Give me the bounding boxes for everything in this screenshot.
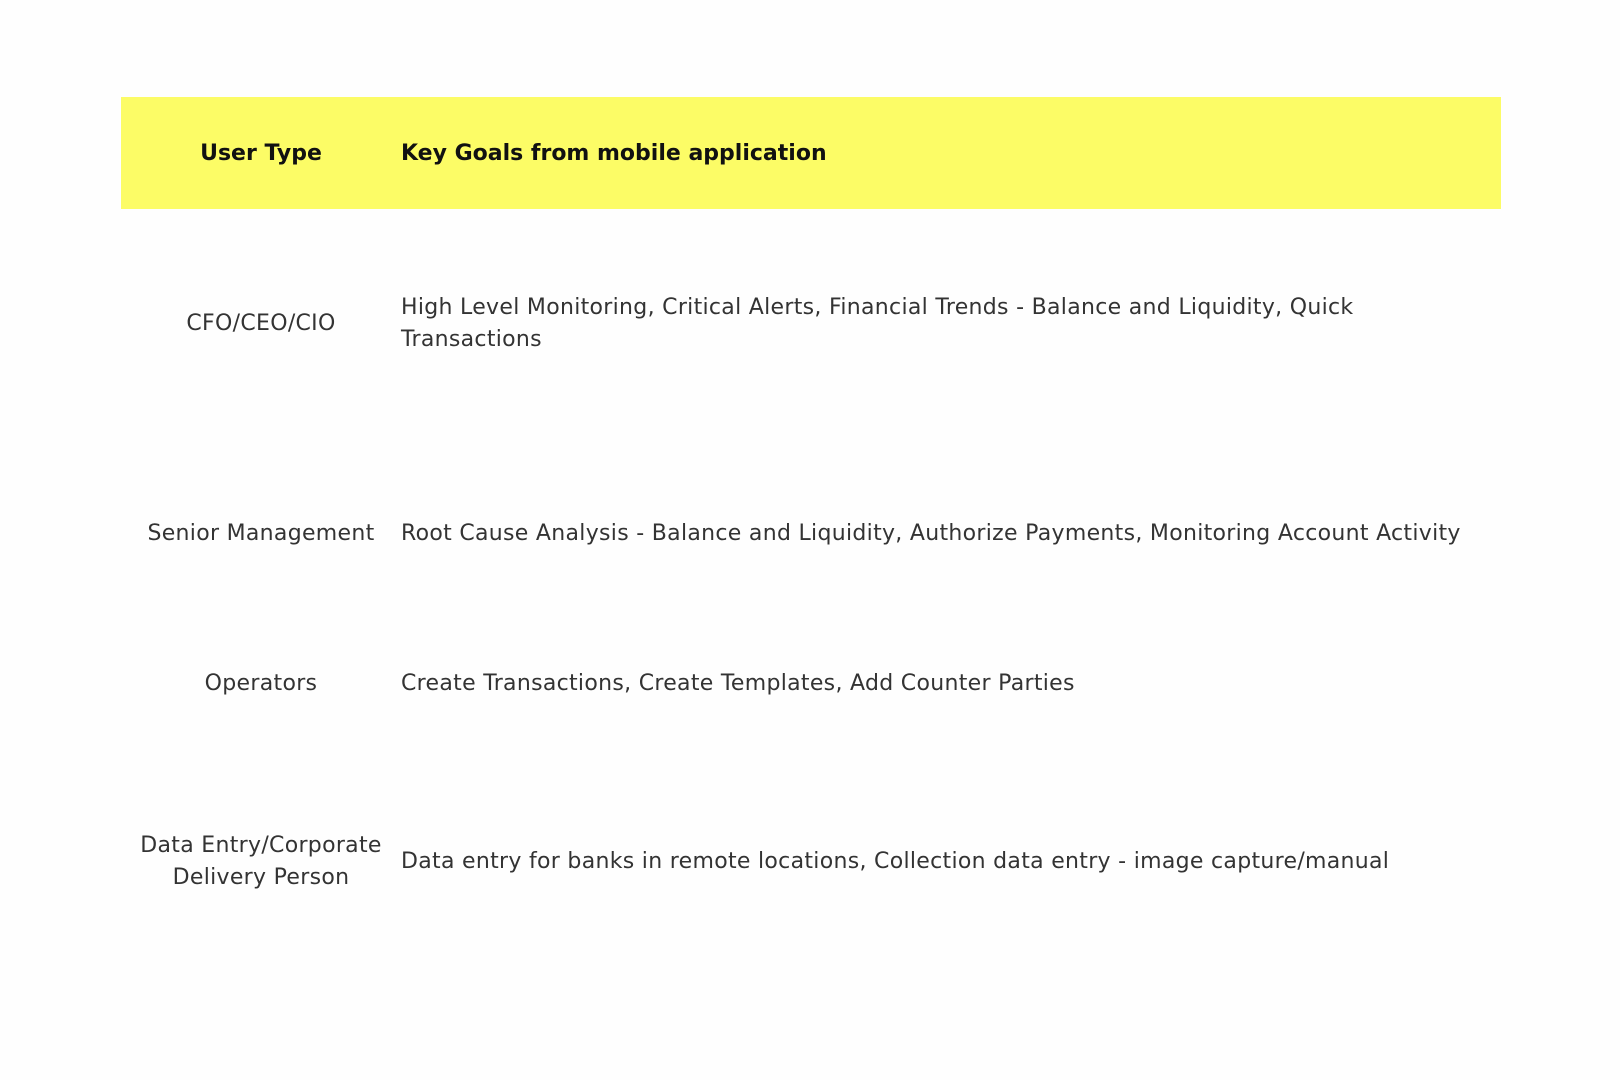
header-key-goals: Key Goals from mobile application xyxy=(401,140,827,166)
key-goals-cell: Data entry for banks in remote locations, Collection data entry - image capture/manual xyxy=(401,848,1390,874)
key-goals-cell: High Level Monitoring, Critical Alerts, Financial Trends - Balance and Liquidity, Quick Transactions xyxy=(401,295,1354,352)
header-user-type: User Type xyxy=(200,140,322,166)
key-goals-cell: Root Cause Analysis - Balance and Liquidity, Authorize Payments, Monitoring Account Activity xyxy=(401,521,1461,546)
user-type-cell: Senior Management xyxy=(147,521,375,546)
user-type-cell: CFO/CEO/CIO xyxy=(186,311,336,336)
table-row xyxy=(121,439,1501,629)
user-goals-table xyxy=(121,97,1501,984)
table-row xyxy=(121,209,1501,439)
key-goals-cell: Create Transactions, Create Templates, Add Counter Parties xyxy=(401,671,1075,696)
table-row xyxy=(121,739,1501,984)
table-header xyxy=(121,97,1501,209)
user-type-cell: Data Entry/Corporate Delivery Person xyxy=(140,832,382,890)
user-type-cell: Operators xyxy=(204,671,318,696)
table-row xyxy=(121,629,1501,739)
